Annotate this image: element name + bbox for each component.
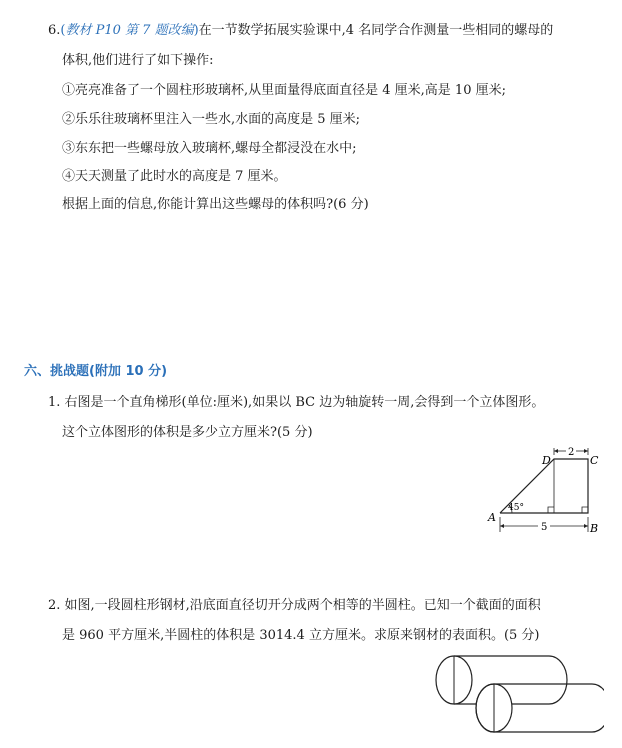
q6-line2: 体积,他们进行了如下操作: [62, 53, 214, 68]
q6-line1: 6.(教材 P10 第 7 题改编)在一节数学拓展实验课中,4 名同学合作测量一些相同的螺母的 [48, 23, 554, 38]
trapezoid-figure [484, 446, 604, 536]
c2-line2: 是 960 平方厘米,半圆柱的体积是 3014.4 立方厘米。求原来钢材的表面积。(5 分) [62, 628, 540, 643]
half-cylinder-figure [424, 648, 604, 740]
q6-number: 6. [48, 23, 61, 38]
vertex-a: A [488, 511, 496, 524]
q6-source: 教材 P10 第 7 题改编 [65, 23, 194, 38]
vertex-d: D [542, 454, 551, 467]
q6-step2: ②乐乐往玻璃杯里注入一些水,水面的高度是 5 厘米; [62, 112, 361, 127]
vertex-c: C [590, 454, 599, 467]
q6-step4: ④天天测量了此时水的高度是 7 厘米。 [62, 169, 287, 184]
q6-step1: ①亮亮准备了一个圆柱形玻璃杯,从里面量得底面直径是 4 厘米,高是 10 厘米; [62, 83, 506, 98]
q6-question: 根据上面的信息,你能计算出这些螺母的体积吗?(6 分) [62, 197, 369, 212]
angle-label: 45° [508, 503, 524, 513]
vertex-b: B [590, 522, 599, 535]
right-angle-mark-b [582, 507, 588, 513]
c1-line2: 这个立体图形的体积是多少立方厘米?(5 分) [62, 425, 313, 440]
bottom-length-label: 5 [541, 522, 548, 533]
top-length-label: 2 [568, 447, 575, 458]
c2-line1: 2. 如图,一段圆柱形钢材,沿底面直径切开分成两个相等的半圆柱。已知一个截面的面积 [48, 598, 541, 613]
c1-line1: 1. 右图是一个直角梯形(单位:厘米),如果以 BC 边为轴旋转一周,会得到一个立体图形。 [48, 395, 545, 410]
q6-step3: ③东东把一些螺母放入玻璃杯,螺母全都浸没在水中; [62, 141, 357, 156]
right-angle-mark-bottom [548, 507, 554, 513]
section-title: 六、挑战题(附加 10 分) [24, 364, 168, 379]
